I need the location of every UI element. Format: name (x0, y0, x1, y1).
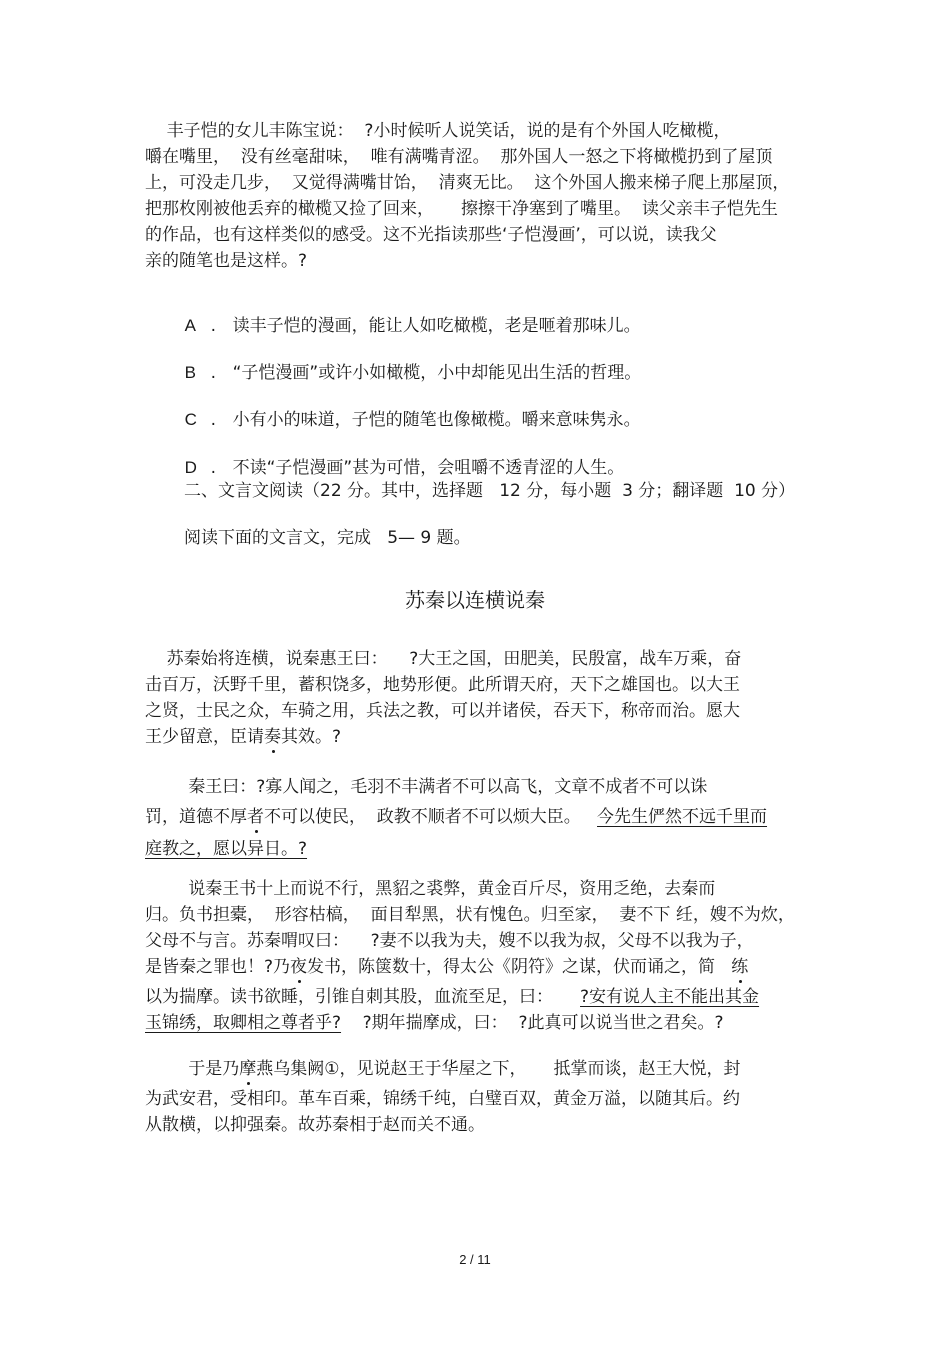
option-a: A . 读丰子恺的漫画，能让人如吃橄榄，老是咂着那味儿。 (184, 316, 641, 336)
section-instruction: 阅读下面的文言文，完成 5— 9 题。 (184, 528, 471, 548)
option-d: D . 不读“子恺漫画”甚为可惜，会咀嚼不透青涩的人生。 (184, 458, 625, 478)
option-letter: B (184, 363, 196, 382)
emphasized-char: 夜 (290, 957, 308, 977)
text-line: 罚，道德不厚者不可以使民， 政教不顺者不可以烦大臣。 今先生俨然不远千里而 (145, 807, 768, 827)
text-line: 于是乃摩燕乌集阙①，见说赵王于华屋之下， 抵掌而谈，赵王大悦，封 (145, 1059, 741, 1079)
article-paragraph-4 (145, 1056, 815, 1138)
text-line: 从散横，以抑强秦。故苏秦相于赵而关不通。 (145, 1115, 485, 1135)
text-line: 上，可没走几步， 又觉得满嘴甘饴， 清爽无比。 这个外国人搬来梯子爬上那屋顶， (145, 173, 790, 193)
emphasized-char: 练 (731, 957, 749, 977)
emphasized-char: 奏 (264, 727, 281, 747)
underlined-sentence: 今先生俨然不远千里而 (597, 807, 768, 827)
text-line: 丰子恺的女儿丰陈宝说： ?小时候听人说笑话，说的是有个外国人吃橄榄， (145, 121, 731, 141)
text-line: 父母不与言。苏秦喟叹曰： ?妻不以我为夫，嫂不以我为叔，父母不以我为子， (145, 931, 754, 951)
text-line: 亲的随笔也是这样。? (145, 251, 308, 271)
text-line: 王少留意，臣请奏其效。? (145, 727, 342, 747)
text-line: 是皆秦之罪也！?乃夜发书，陈箧数十，得太公《阴符》之谋，伏而诵之，简 练 (145, 957, 749, 977)
text-line: 击百万，沃野千里，蓄积饶多，地势形便。此所谓天府，天下之雄国也。以大王 (145, 675, 740, 695)
option-letter: A (184, 316, 196, 335)
text-line: 为武安君，受相印。革车百乘，锦绣千纯，白璧百双，黄金万溢，以随其后。约 (145, 1089, 740, 1109)
option-c: C . 小有小的味道，子恺的随笔也像橄榄。嚼来意味隽永。 (184, 410, 641, 430)
text-line: 嚼在嘴里， 没有丝毫甜味， 唯有满嘴青涩。 那外国人一怒之下将橄榄扔到了屋顶 (145, 147, 773, 167)
text-line: 把那枚刚被他丢弃的橄榄又捡了回来， 擦擦干净塞到了嘴里。 读父亲丰子恺先生 (145, 199, 778, 219)
underlined-sentence: 庭教之，愿以异日。? (145, 839, 308, 859)
option-letter: D (184, 458, 197, 477)
text-line: 苏秦始将连横，说秦惠王曰： ?大王之国，田肥美，民殷富，战车万乘，奋 (145, 649, 742, 669)
article-title: 苏秦以连横说秦 (405, 588, 545, 612)
emphasized-char: 摩 (239, 1059, 257, 1079)
text-line: 归。负书担橐， 形容枯槁， 面目犁黑，状有愧色。归至家， 妻不下 纴，嫂不为炊， (145, 905, 795, 925)
text-line (145, 836, 815, 862)
article-paragraph-2 (145, 774, 815, 862)
article-paragraph-3 (145, 876, 815, 1036)
text-line: 以为揣摩。读书欲睡，引锥自刺其股，血流至足，曰： ?安有说人主不能出其金 (145, 987, 760, 1007)
article-paragraph-1 (145, 646, 815, 750)
option-text: “子恺漫画”或许小如橄榄，小中却能见出生活的哲理。 (232, 363, 642, 383)
page-indicator: 2 / 11 (459, 1252, 491, 1267)
text-line: 玉锦绣，取卿相之尊者乎? ?期年揣摩成，曰： ?此真可以说当世之君矣。? (145, 1013, 724, 1033)
text-line: 秦王曰：?寡人闻之，毛羽不丰满者不可以高飞，文章不成者不可以诛 (145, 777, 708, 797)
option-b: B . “子恺漫画”或许小如橄榄，小中却能见出生活的哲理。 (184, 363, 642, 383)
option-text: 不读“子恺漫画”甚为可惜，会咀嚼不透青涩的人生。 (232, 458, 625, 478)
intro-passage (145, 118, 815, 274)
underlined-sentence: ?安有说人主不能出其金 (580, 987, 760, 1007)
option-letter: C (184, 410, 197, 429)
text-line: 说秦王书十上而说不行，黑貂之裘弊，黄金百斤尽，资用乏绝，去秦而 (145, 879, 716, 899)
section-heading: 二、文言文阅读（22 分。其中，选择题 12 分，每小题 3 分；翻译题 10 分） (184, 481, 796, 501)
text-line: 的作品，也有这样类似的感受。这不光指读那些‘子恺漫画’，可以说，读我父 (145, 225, 717, 245)
underlined-sentence: 玉锦绣，取卿相之尊者乎? (145, 1013, 342, 1033)
option-text: 读丰子恺的漫画，能让人如吃橄榄，老是咂着那味儿。 (232, 316, 641, 336)
emphasized-char: 者 (247, 807, 264, 827)
option-text: 小有小的味道，子恺的随笔也像橄榄。嚼来意味隽永。 (232, 410, 641, 430)
text-line: 之贤，士民之众，车骑之用，兵法之教，可以并诸侯，吞天下，称帝而治。愿大 (145, 701, 740, 721)
